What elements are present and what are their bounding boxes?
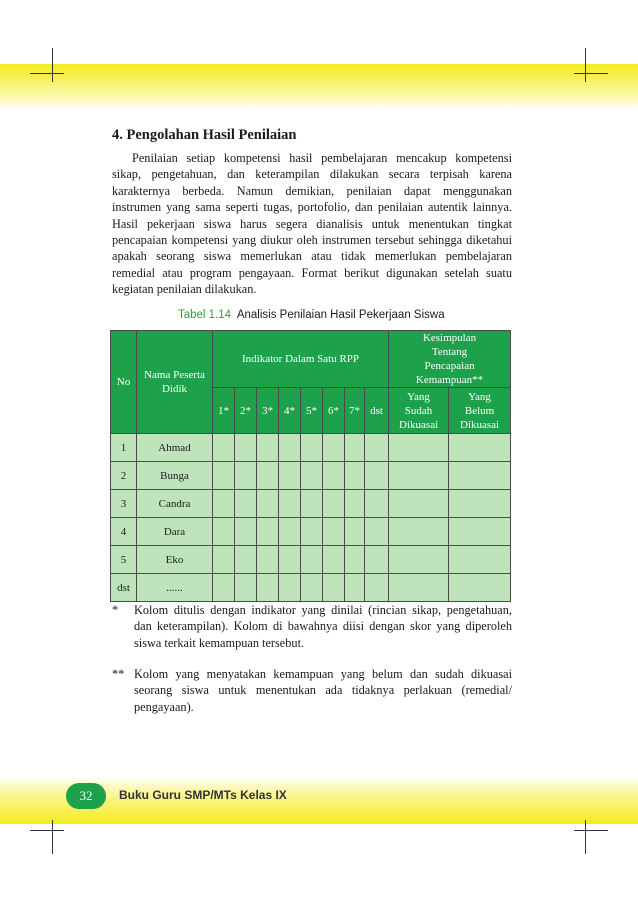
cell-empty: [301, 574, 323, 602]
footnote-marker: **: [112, 667, 125, 681]
cell-empty: [279, 462, 301, 490]
crop-mark: [574, 73, 608, 74]
crop-mark: [30, 73, 64, 74]
cell-empty: [345, 574, 365, 602]
cell-empty: [323, 490, 345, 518]
header-belum: Yang Belum Dikuasai: [449, 388, 511, 434]
cell-empty: [449, 546, 511, 574]
cell-empty: [449, 574, 511, 602]
cell-empty: [213, 546, 235, 574]
footnote-text: Kolom ditulis dengan indikator yang dinilai (rincian sikap, pengetahuan, dan keterampilan). Kolom di bawahnya diisi dengan skor yang diperoleh siswa terkait kemampuan tersebut.: [134, 603, 512, 650]
crop-mark: [30, 830, 64, 831]
table-row: [111, 546, 511, 574]
table-row: [111, 490, 511, 518]
cell-empty: [213, 434, 235, 462]
cell-empty: [235, 518, 257, 546]
paragraph-line: sikap, pengetahuan, dan keterampilan dilakukan secara terpisah karena: [112, 167, 512, 182]
cell-empty: [235, 462, 257, 490]
cell-empty: [389, 574, 449, 602]
cell-empty: [213, 490, 235, 518]
table-caption: [178, 309, 445, 321]
cell-empty: [213, 462, 235, 490]
cell-no: 2: [111, 462, 137, 490]
footnote-text: Kolom yang menyatakan kemampuan yang belum dan sudah dikuasai seorang siswa untuk menentukan ada tidaknya perlakuan (remedial/ pengayaan).: [134, 667, 512, 714]
paragraph-line: instrumen yang sama seperti tugas, portofolio, dan penilaian autentik lainnya.: [112, 200, 512, 215]
cell-empty: [323, 462, 345, 490]
cell-nama: Candra: [137, 490, 213, 518]
crop-mark: [585, 820, 586, 854]
cell-empty: [213, 518, 235, 546]
cell-empty: [345, 490, 365, 518]
cell-empty: [301, 546, 323, 574]
footnote: [112, 666, 512, 715]
paragraph-line: kegiatan penilaian dilakukan.: [112, 282, 257, 297]
cell-empty: [257, 434, 279, 462]
cell-empty: [279, 574, 301, 602]
cell-empty: [323, 546, 345, 574]
cell-empty: [235, 546, 257, 574]
cell-empty: [301, 518, 323, 546]
page-number: 32: [66, 783, 106, 809]
cell-empty: [365, 518, 389, 546]
cell-empty: [365, 546, 389, 574]
cell-empty: [365, 462, 389, 490]
cell-empty: [365, 490, 389, 518]
table-row: [111, 462, 511, 490]
cell-empty: [389, 434, 449, 462]
header-indicator-col: 3*: [257, 388, 279, 434]
header-indicator-col: 2*: [235, 388, 257, 434]
cell-empty: [345, 546, 365, 574]
cell-empty: [279, 434, 301, 462]
cell-empty: [323, 574, 345, 602]
section-title: 4. Pengolahan Hasil Penilaian: [112, 127, 297, 143]
cell-empty: [389, 462, 449, 490]
table-caption-title: Analisis Penilaian Hasil Pekerjaan Siswa: [236, 309, 445, 321]
cell-empty: [449, 518, 511, 546]
cell-empty: [365, 434, 389, 462]
cell-empty: [323, 434, 345, 462]
cell-empty: [345, 434, 365, 462]
assessment-table: [110, 330, 511, 602]
crop-mark: [585, 48, 586, 82]
crop-mark: [52, 48, 53, 82]
cell-no: 3: [111, 490, 137, 518]
cell-empty: [257, 518, 279, 546]
footnote-marker: *: [112, 603, 119, 617]
header-indicator-col: 4*: [279, 388, 301, 434]
table-row: [111, 518, 511, 546]
cell-empty: [279, 490, 301, 518]
header-indicator-col: 6*: [323, 388, 345, 434]
cell-empty: [301, 490, 323, 518]
table-row: [111, 574, 511, 602]
cell-empty: [345, 462, 365, 490]
crop-mark: [574, 830, 608, 831]
cell-no: 1: [111, 434, 137, 462]
cell-empty: [257, 546, 279, 574]
cell-empty: [235, 434, 257, 462]
cell-empty: [235, 490, 257, 518]
header-indicator-col: 5*: [301, 388, 323, 434]
header-sudah: Yang Sudah Dikuasai: [389, 388, 449, 434]
header-kesimpulan: Kesimpulan Tentang Pencapaian Kemampuan**: [389, 331, 511, 388]
paragraph-line: karakternya berbeda. Namun demikian, penilaian dapat menggunakan: [112, 183, 512, 198]
paragraph-line: Hasil pekerjaan siswa harus segera dianalisis untuk menentukan tingkat: [112, 216, 512, 231]
cell-empty: [301, 462, 323, 490]
footer-book-title: Buku Guru SMP/MTs Kelas IX: [119, 788, 287, 802]
table-caption-number: Tabel 1.14: [178, 309, 232, 321]
cell-empty: [345, 518, 365, 546]
cell-no: 4: [111, 518, 137, 546]
cell-empty: [389, 490, 449, 518]
cell-empty: [389, 518, 449, 546]
cell-empty: [257, 462, 279, 490]
paragraph-line: pencapaian kompetensi yang diukur oleh instrumen tersebut sehingga diketahui: [112, 233, 512, 248]
cell-nama: Bunga: [137, 462, 213, 490]
cell-no: dst: [111, 574, 137, 602]
header-indicator-col: 1*: [213, 388, 235, 434]
cell-empty: [449, 434, 511, 462]
cell-empty: [213, 574, 235, 602]
cell-empty: [235, 574, 257, 602]
cell-nama: Ahmad: [137, 434, 213, 462]
cell-empty: [449, 490, 511, 518]
header-indicator-col: 7*: [345, 388, 365, 434]
header-nama: Nama Peserta Didik: [137, 331, 213, 434]
cell-empty: [323, 518, 345, 546]
cell-nama: ......: [137, 574, 213, 602]
crop-mark: [52, 820, 53, 854]
table-row: [111, 434, 511, 462]
cell-empty: [257, 574, 279, 602]
footnote: [112, 602, 512, 651]
header-indikator: Indikator Dalam Satu RPP: [213, 331, 389, 388]
cell-empty: [279, 518, 301, 546]
cell-nama: Eko: [137, 546, 213, 574]
cell-empty: [389, 546, 449, 574]
cell-no: 5: [111, 546, 137, 574]
cell-empty: [449, 462, 511, 490]
cell-empty: [365, 574, 389, 602]
paragraph-line: Penilaian setiap kompetensi hasil pembelajaran mencakup kompetensi: [132, 151, 512, 165]
cell-nama: Dara: [137, 518, 213, 546]
header-no: No: [111, 331, 137, 434]
header-indicator-col: dst: [365, 388, 389, 434]
body-paragraph: [112, 150, 512, 298]
paragraph-line: apakah seorang siswa memerlukan atau tidak memerlukan pembelajaran: [112, 249, 512, 264]
cell-empty: [257, 490, 279, 518]
paragraph-line: remedial atau program pengayaan. Format berikut digunakan setelah suatu: [112, 265, 512, 280]
header-band: [0, 64, 638, 110]
cell-empty: [301, 434, 323, 462]
cell-empty: [279, 546, 301, 574]
